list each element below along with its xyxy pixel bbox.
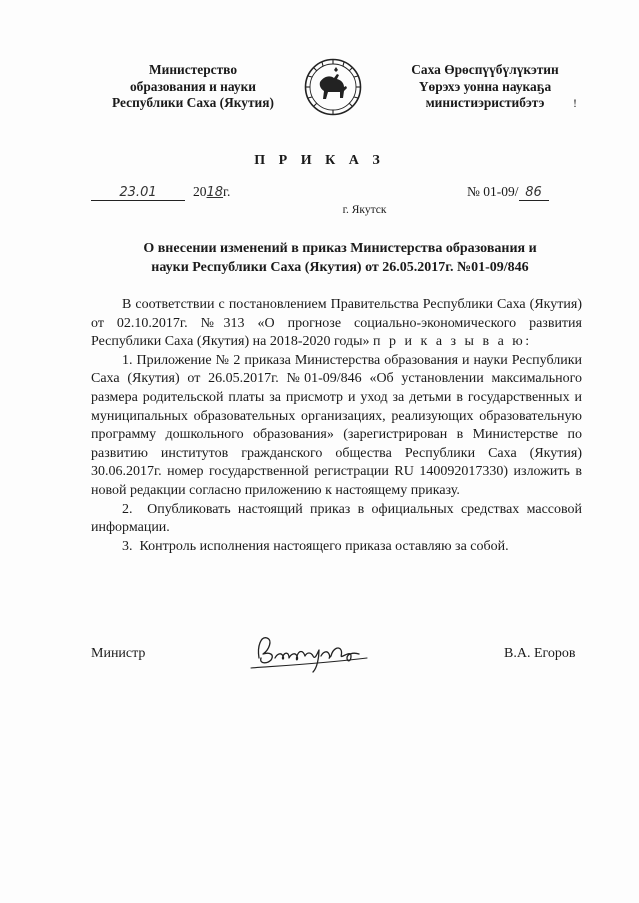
header-right-line: Саха Өрөспүүбүлүкэтин <box>411 62 559 77</box>
handwritten-day: 23.01 <box>91 185 185 201</box>
order-number <box>467 184 549 201</box>
item-number: 2. <box>122 501 133 517</box>
preamble-paragraph <box>91 296 582 352</box>
ministry-name-yakut <box>380 62 590 112</box>
subject-line: О внесении изменений в приказ Министерства образования и <box>143 241 537 256</box>
order-date <box>91 184 230 201</box>
signatory-name: В.А. Егоров <box>504 646 576 661</box>
year-prefix: 20 <box>193 184 207 199</box>
item-number: 1. <box>122 352 133 368</box>
subject-line: науки Республики Саха (Якутия) от 26.05.2017г. №01-09/846 <box>151 260 529 275</box>
list-item <box>91 538 582 557</box>
list-item <box>91 501 582 538</box>
header-right-line: министиэристибэтэ <box>425 95 545 110</box>
year-suffix: г. <box>223 184 231 199</box>
item-number: 3. <box>122 538 133 554</box>
list-item <box>91 352 582 501</box>
header-left-line: Республики Саха (Якутия) <box>112 95 274 110</box>
city-label: г. Якутск <box>342 204 387 216</box>
header-left-line: образования и науки <box>129 78 257 94</box>
number-prefix: № 01-09/ <box>467 184 519 199</box>
signatory-title: Министр <box>91 646 146 661</box>
item-text: Приложение № 2 приказа Министерства образования и науки Республики Саха (Якутия) от 26.05.2017г. №01-09/846 «Об установлении максимального размера родительской платы за присмотр и уход за детьми в государственных и муниципальных образовательных организациях, реализующих образовательную программу дошкольного образования» (зарегистрирован в Министерстве по развитию институтов гражданского общества Республики Саха (Якутия) 30.06.2017г. номер государственной регистрации RU 140092017330) изложить в новой редакции согласно приложению к настоящему приказу. <box>91 352 582 498</box>
preamble-text: В соответствии с постановлением Правительства Республики Саха (Якутия) от 02.10.2017г. №313 «О прогнозе социально-экономического развития Республики Саха (Якутия) на 2018-2020 годы» <box>91 297 582 350</box>
order-body <box>91 296 582 556</box>
header-right-line: Үөрэхэ уонна наукаҕа <box>418 78 552 94</box>
item-text: Опубликовать настоящий приказ в официальных средствах массовой информации. <box>91 501 583 536</box>
ministry-name-russian <box>88 62 298 112</box>
order-subject <box>100 239 580 277</box>
handwritten-signature <box>247 628 373 676</box>
header-left-line: Министерство <box>148 62 238 77</box>
republic-emblem-icon <box>304 58 362 116</box>
margin-mark: ! <box>573 96 577 110</box>
handwritten-number: 86 <box>519 185 549 201</box>
document-type-title: П Р И К А З <box>254 153 385 168</box>
item-text: Контроль исполнения настоящего приказа оставляю за собой. <box>139 538 509 554</box>
order-word: п р и к а з ы в а ю: <box>373 334 532 350</box>
handwritten-year: 18 <box>206 185 224 200</box>
